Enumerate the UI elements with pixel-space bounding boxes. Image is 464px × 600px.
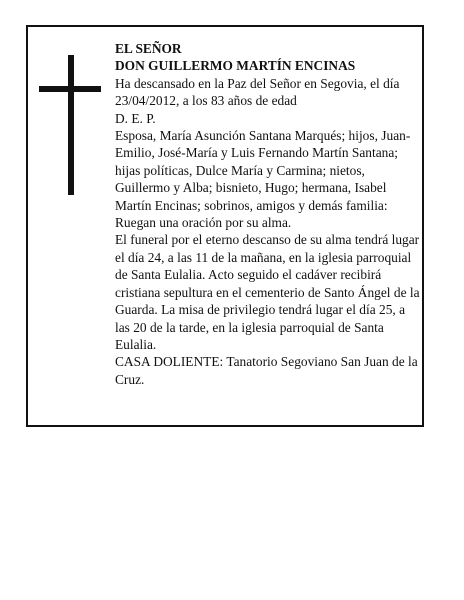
rip-line: D. E. P. [115,110,156,126]
header-title: EL SEÑOR [115,41,182,56]
cross-vertical-bar [68,55,74,195]
family-list: Esposa, María Asunción Santana Marqués; hijos, Juan-Emilio, José-María y Luis Fernando Martín Santana; hijas políticas, Dulce María y Carmina; nietos, Guillermo y Alba; bisnieto, Hugo; hermana, Isabel Martín Encinas; sobrinos, amigos y demás familia: [115,128,411,213]
deceased-name: DON GUILLERMO MARTÍN ENCINAS [115,58,356,74]
mortuary-info: CASA DOLIENTE: Tanatorio Segoviano San Juan de la Cruz. [115,354,418,387]
cross-horizontal-bar [39,86,101,92]
obituary-notice [26,25,424,427]
rested-statement: Ha descansado en la Paz del Señor en Segovia, el día 23/04/2012, a los 83 años de edad [115,75,400,109]
funeral-details: El funeral por el eterno descanso de su alma tendrá lugar el día 24, a las 11 de la mañana, en la iglesia parroquial de Santa Eulalia. Acto seguido el cadáver recibirá cristiana sepultura en el cementerio de Santo Ángel de la Guarda. La misa de privilegio tendrá lugar el día 25, a las 20 de la tarde, en la iglesia parroquial de Santa Eulalia. [115,232,420,352]
prayer-request: Ruegan una oración por su alma. [115,215,292,231]
obituary-text [115,40,421,388]
